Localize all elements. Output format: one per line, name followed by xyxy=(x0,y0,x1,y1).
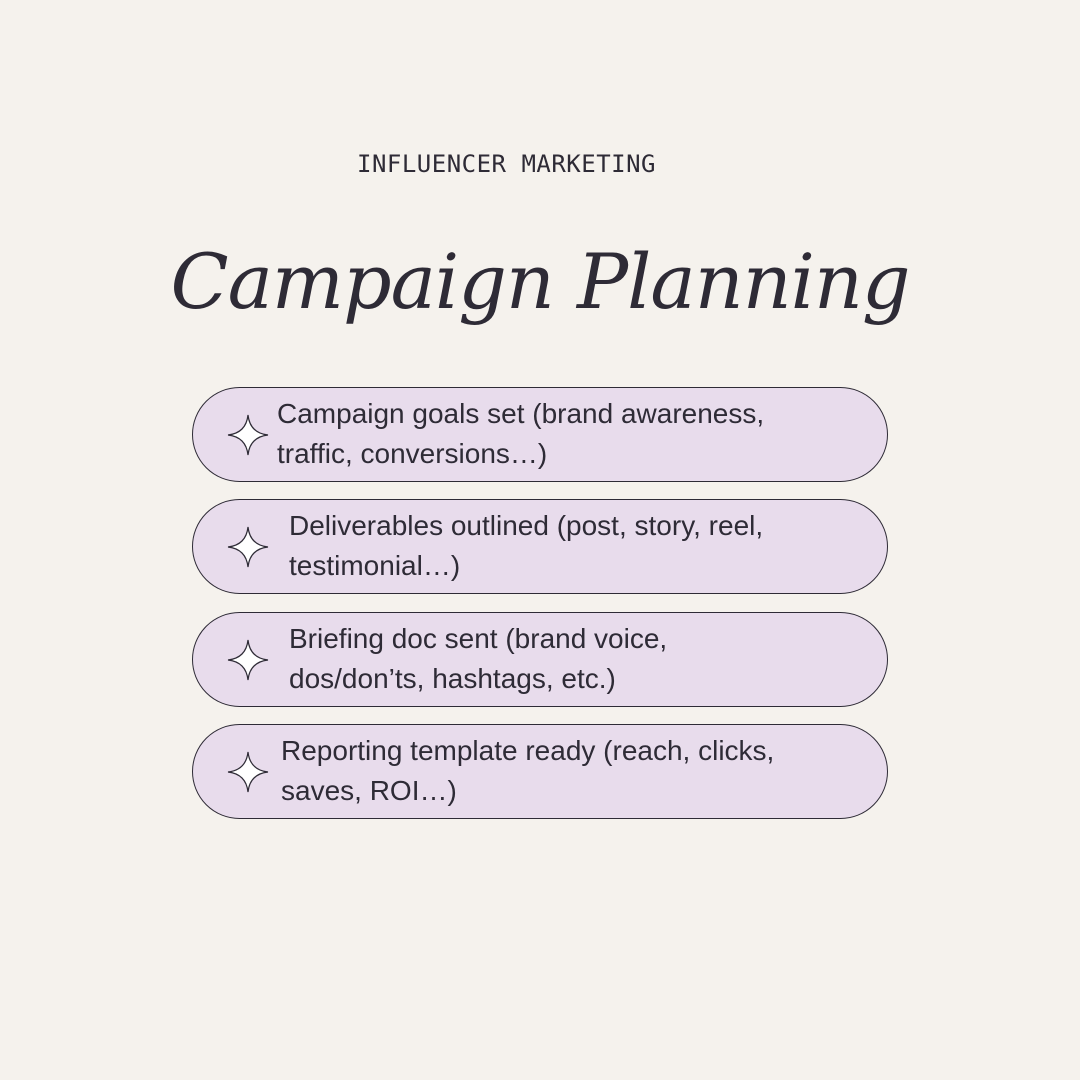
four-point-star-icon xyxy=(226,413,270,457)
checklist-item-text xyxy=(289,619,847,699)
checklist-item-line: saves, ROI…) xyxy=(281,775,457,806)
checklist-item-text xyxy=(281,731,847,811)
four-point-star-icon xyxy=(226,638,270,682)
eyebrow-label: INFLUENCER MARKETING xyxy=(357,150,656,178)
checklist-item-text xyxy=(277,394,847,474)
checklist-item xyxy=(192,612,888,707)
checklist-item-line: Briefing doc sent (brand voice, xyxy=(289,623,668,654)
checklist-item-line: Deliverables outlined (post, story, reel, xyxy=(289,510,764,541)
checklist xyxy=(192,387,888,836)
page-title: Campaign Planning xyxy=(170,237,910,326)
four-point-star-icon xyxy=(226,525,270,569)
checklist-item-line: Campaign goals set (brand awareness, xyxy=(277,398,765,429)
checklist-item-text xyxy=(289,506,847,586)
checklist-item xyxy=(192,387,888,482)
checklist-item-line: traffic, conversions…) xyxy=(277,438,548,469)
checklist-item-line: dos/don’ts, hashtags, etc.) xyxy=(289,663,616,694)
checklist-item-line: Reporting template ready (reach, clicks, xyxy=(281,735,775,766)
checklist-item-line: testimonial…) xyxy=(289,550,461,581)
four-point-star-icon xyxy=(226,750,270,794)
checklist-item xyxy=(192,724,888,819)
checklist-item xyxy=(192,499,888,594)
